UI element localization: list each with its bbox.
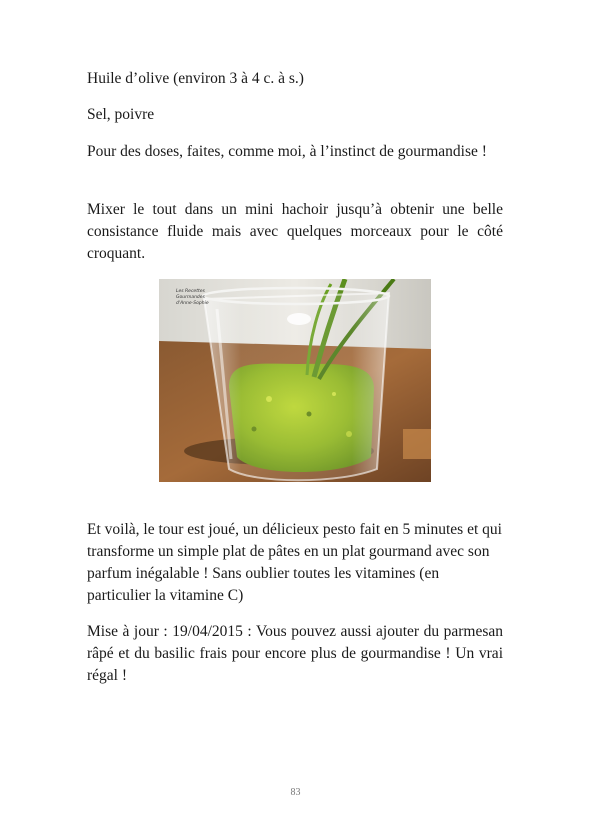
pesto-photo [159,279,431,482]
doses-note: Pour des doses, faites, comme moi, à l’instinct de gourmandise ! [87,143,487,160]
watermark-line: Les Recettes [176,289,205,294]
ingredient-olive-oil: Huile d’olive (environ 3 à 4 c. à s.) [87,70,304,87]
instruction-paragraph: Mixer le tout dans un mini hachoir jusqu’à obtenir une belle consistance fluide mais avec quelques morceaux pour le côté croquant. [87,201,503,262]
watermark-line: Gourmandes [176,295,205,300]
conclusion-paragraph: Et voilà, le tour est joué, un délicieux pesto fait en 5 minutes et qui transforme un simple plat de pâtes en un plat gourmand avec son parfum inégalable ! Sans oublier toutes les vitamines (en particulier la vitamine C) [87,521,502,604]
photo-watermark [176,289,226,307]
update-paragraph: Mise à jour : 19/04/2015 : Vous pouvez aussi ajouter du parmesan râpé et du basilic frais pour encore plus de gourmandise ! Un vrai régal ! [87,623,503,684]
pesto-glass-illustration [159,279,431,482]
watermark-line: d'Anne-Sophie [176,301,209,306]
ingredient-salt-pepper: Sel, poivre [87,106,155,123]
page-number: 83 [290,787,301,798]
